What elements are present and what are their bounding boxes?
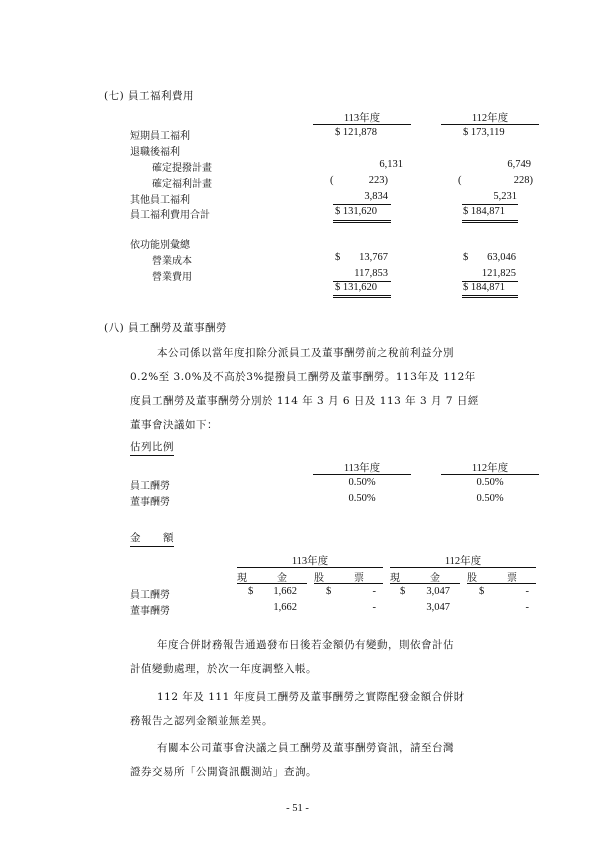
paragraph-line: 度員工酬勞及董事酬勞分別於 114 年 3 月 6 日及 113 年 3 月 7 日經 [130,395,479,407]
total-rule [462,220,518,223]
value-cell: 0.50% [348,477,376,488]
value-cell: 223) [368,175,388,186]
row-label: 營業成本 [152,256,192,267]
subtotal-rule [333,204,391,205]
row-label: 董事酬勞 [130,606,170,617]
page-number: - 51 - [286,803,309,814]
paragraph-line: 112 年及 111 年度員工酬勞及董事酬勞之實際配發金額合併財 [157,691,465,703]
s7-col-112-rule [441,124,539,125]
value-cell: $ 121,878 [335,127,377,138]
value-cell: 0.50% [348,493,376,504]
paren-open: ( [330,175,334,186]
col-rule [390,583,460,584]
currency: $ [248,586,254,597]
paragraph-line: 有關本公司董事會決議之員工酬勞及董事酬勞資訊，請至台灣 [157,742,454,754]
amt-col-113: 113年度 [291,556,329,567]
col-rule [441,474,539,475]
total-rule [462,295,518,298]
subtotal-rule [462,204,518,205]
col-rule [314,583,383,584]
total-cell: $ 184,871 [463,206,505,217]
row-label: 退職後福利 [130,147,180,158]
row-label: 董事酬勞 [130,497,170,508]
row-label: 營業費用 [152,272,192,283]
s7-col-112: 112年度 [471,113,509,124]
stock-header: 股 票 [314,573,364,584]
section-8-heading: (八) 員工酬勞及董事酬勞 [104,322,228,334]
s7-col-113-rule [313,124,411,125]
row-label: 員工福利費用合計 [130,210,210,221]
value-cell: 121,825 [481,268,516,279]
value-cell: 0.50% [476,477,504,488]
row-label: 確定福利計畫 [152,179,212,190]
paragraph-line: 董事會決議如下： [130,419,218,431]
total-cell: $ 184,871 [463,282,505,293]
value-cell: 3,047 [426,586,450,597]
value-cell: 0.50% [476,493,504,504]
value-cell: 63,046 [487,252,516,263]
total-rule [333,295,391,298]
func-title: 依功能別彙總 [130,240,190,251]
currency: $ [326,586,332,597]
currency: $ [400,586,406,597]
col-rule [390,567,536,568]
stock-header: 股 票 [467,573,517,584]
row-label: 短期員工福利 [130,131,190,142]
row-label: 員工酬勞 [130,481,170,492]
cash-header: 現 金 [390,573,440,584]
total-rule [333,220,391,223]
value-cell: 3,834 [364,191,388,202]
value-cell: 1,662 [273,586,297,597]
cash-header: 現 金 [237,573,287,584]
amt-col-112: 112年度 [444,556,482,567]
paragraph-line: 本公司係以當年度扣除分派員工及董事酬勞前之稅前利益分別 [157,347,454,359]
value-cell: 5,231 [493,191,517,202]
value-cell: 117,853 [354,268,388,279]
value-cell: - [372,602,376,613]
value-cell: - [372,586,376,597]
s7-col-113: 113年度 [343,113,381,124]
total-cell: $ 131,620 [335,206,377,217]
est-col-113: 113年度 [343,463,381,474]
value-cell: 6,749 [507,159,531,170]
paragraph-line: 務報告之認列金額並無差異。 [130,715,273,727]
est-col-112: 112年度 [471,463,509,474]
row-label: 員工酬勞 [130,590,170,601]
row-label: 其他員工福利 [130,195,190,206]
col-rule [467,583,536,584]
currency: $ [335,252,341,263]
value-cell: 13,767 [359,252,388,263]
currency: $ [463,252,469,263]
value-cell: $ 173,119 [463,127,505,138]
amount-title: 金 額 [130,530,174,547]
paragraph-line: 0.2%至 3.0%及不高於3%提撥員工酬勞及董事酬勞。113年及 112年 [130,371,476,383]
col-rule [313,474,411,475]
paragraph-line: 年度合併財務報告通過發布日後若金額仍有變動，則依會計估 [157,639,454,651]
paragraph-line: 計值變動處理，於次一年度調整入帳。 [130,663,317,675]
row-label: 確定提撥計畫 [152,163,212,174]
paragraph-line: 證券交易所「公開資訊觀測站」查詢。 [130,766,317,778]
col-rule [237,583,307,584]
value-cell: 1,662 [273,602,297,613]
value-cell: 228) [513,175,533,186]
value-cell: - [525,586,529,597]
paren-open: ( [458,175,462,186]
value-cell: - [525,602,529,613]
estimate-title: 估列比例 [130,439,174,456]
section-7-heading: (七) 員工福利費用 [104,90,195,102]
currency: $ [479,586,485,597]
value-cell: 6,131 [379,159,403,170]
total-cell: $ 131,620 [335,282,377,293]
value-cell: 3,047 [426,602,450,613]
col-rule [237,567,383,568]
